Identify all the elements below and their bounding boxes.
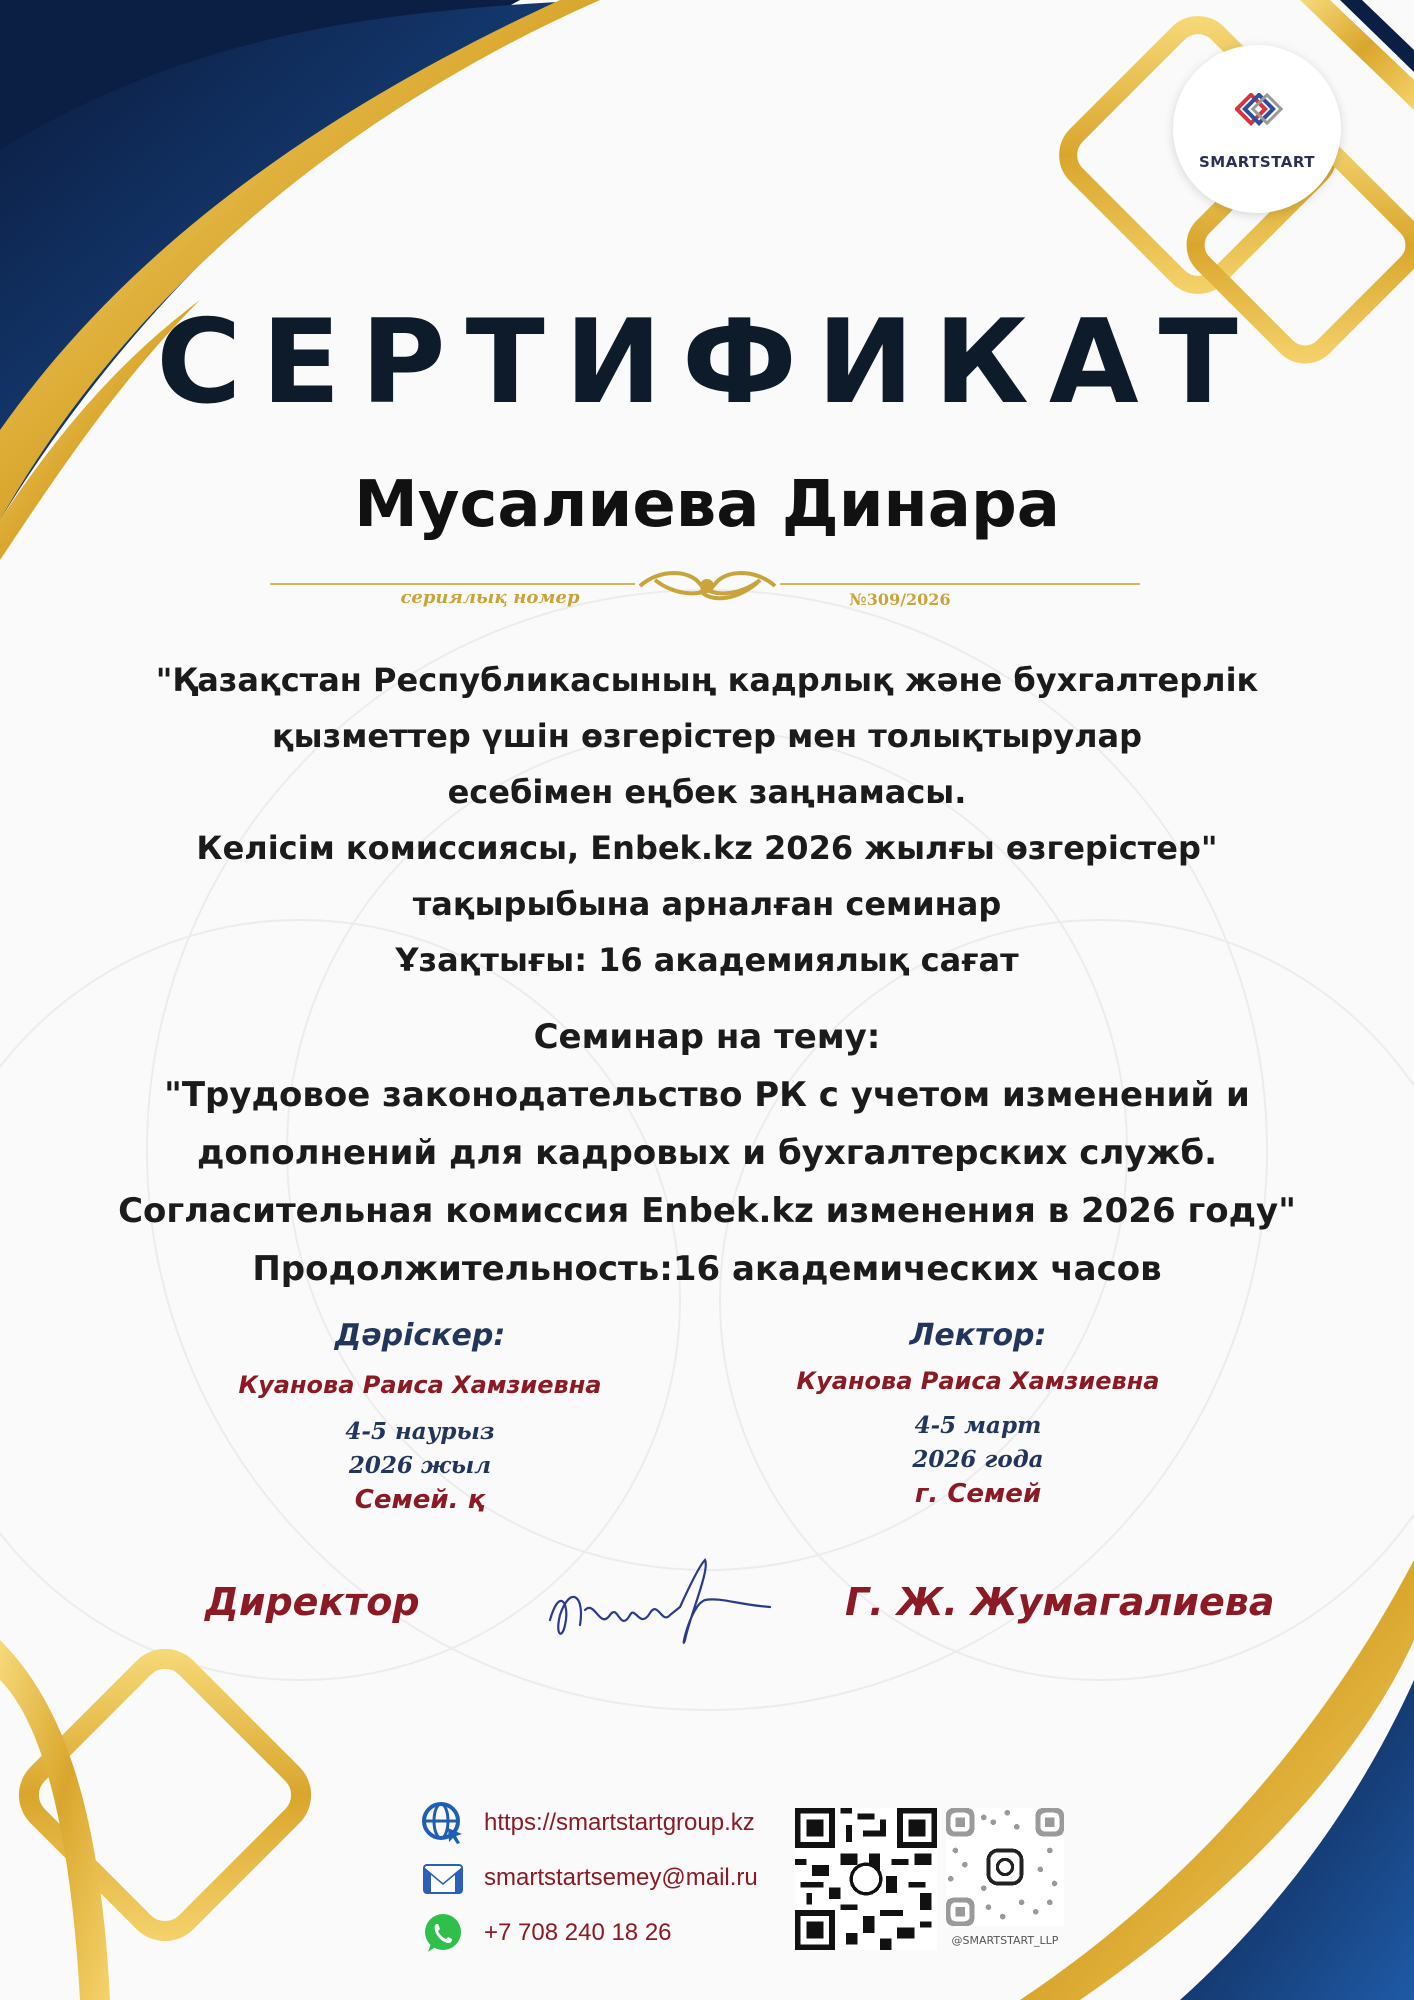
ru-line: Продолжительность:16 академических часов bbox=[252, 1249, 1162, 1289]
certificate-title: СЕРТИФИКАТ bbox=[156, 295, 1258, 430]
city-label: г. Семей bbox=[914, 1479, 1042, 1509]
whatsapp-icon bbox=[420, 1910, 466, 1956]
director-name: Г. Ж. Жумагалиева bbox=[845, 1580, 1275, 1624]
email-contact[interactable] bbox=[420, 1855, 758, 1901]
smartstart-logo bbox=[1173, 45, 1341, 213]
website-link[interactable]: https://smartstartgroup.kz bbox=[484, 1809, 755, 1836]
kz-line: "Қазақстан Республикасының кадрлық және бухгалтерлік bbox=[155, 661, 1259, 699]
lecturer-name: Куанова Раиса Хамзиевна bbox=[238, 1371, 602, 1399]
city-label: Семей. қ bbox=[354, 1485, 486, 1515]
role-label: Дәрiскер: bbox=[334, 1318, 506, 1353]
date-line: 4-5 наурыз bbox=[345, 1418, 495, 1445]
phone-contact[interactable] bbox=[420, 1910, 672, 1956]
ru-line: "Трудовое законодательство РК с учетом изменений и bbox=[164, 1075, 1250, 1115]
ru-line: дополнений для кадровых и бухгалтерских служб. bbox=[196, 1133, 1218, 1173]
logo-text: SMARTSTART bbox=[1198, 153, 1316, 171]
ru-line: Согласительная комиссия Enbek.kz изменения в 2026 году" bbox=[118, 1191, 1296, 1231]
year-line: 2026 жыл bbox=[348, 1452, 492, 1479]
lecturer-column-kz bbox=[220, 1318, 620, 1515]
globe-icon bbox=[420, 1800, 466, 1846]
kazakh-description bbox=[100, 652, 1314, 988]
kz-line: тақырыбына арналған семинар bbox=[412, 885, 1002, 923]
ru-line: Семинар на тему: bbox=[533, 1017, 881, 1057]
date-line: 4-5 март bbox=[914, 1412, 1042, 1439]
kz-line: қызметтер үшін өзгерістер мен толықтырулар bbox=[271, 717, 1143, 755]
director-signature bbox=[540, 1545, 780, 1665]
whatsapp-qr-code[interactable] bbox=[795, 1808, 937, 1950]
website-contact[interactable] bbox=[420, 1800, 755, 1846]
recipient-name: Мусалиева Динара bbox=[354, 468, 1060, 542]
kz-line: есебімен еңбек заңнамасы. bbox=[447, 773, 967, 811]
logo-mark-icon bbox=[1235, 93, 1283, 133]
lecturer-column-ru bbox=[778, 1318, 1178, 1509]
lecturer-name: Куанова Раиса Хамзиевна bbox=[796, 1367, 1160, 1395]
instagram-handle: @SMARTSTART_LLP bbox=[951, 1934, 1059, 1947]
phone-number[interactable]: +7 708 240 18 26 bbox=[484, 1919, 672, 1946]
kz-line: Ұзақтығы: 16 академиялық сағат bbox=[395, 941, 1019, 979]
director-title: Директор bbox=[205, 1580, 420, 1624]
kz-line: Келісім комиссиясы, Enbek.kz 2026 жылғы өзгерістер" bbox=[196, 829, 1218, 867]
russian-description bbox=[100, 1008, 1314, 1298]
email-link[interactable]: smartstartsemey@mail.ru bbox=[484, 1864, 758, 1891]
year-line: 2026 года bbox=[912, 1446, 1044, 1473]
role-label: Лектор: bbox=[909, 1318, 1047, 1353]
instagram-qr-code[interactable] bbox=[946, 1808, 1064, 1926]
serial-number: №309/2026 bbox=[849, 590, 951, 609]
mail-icon bbox=[420, 1855, 466, 1901]
serial-label: сериялық номер bbox=[400, 587, 580, 608]
